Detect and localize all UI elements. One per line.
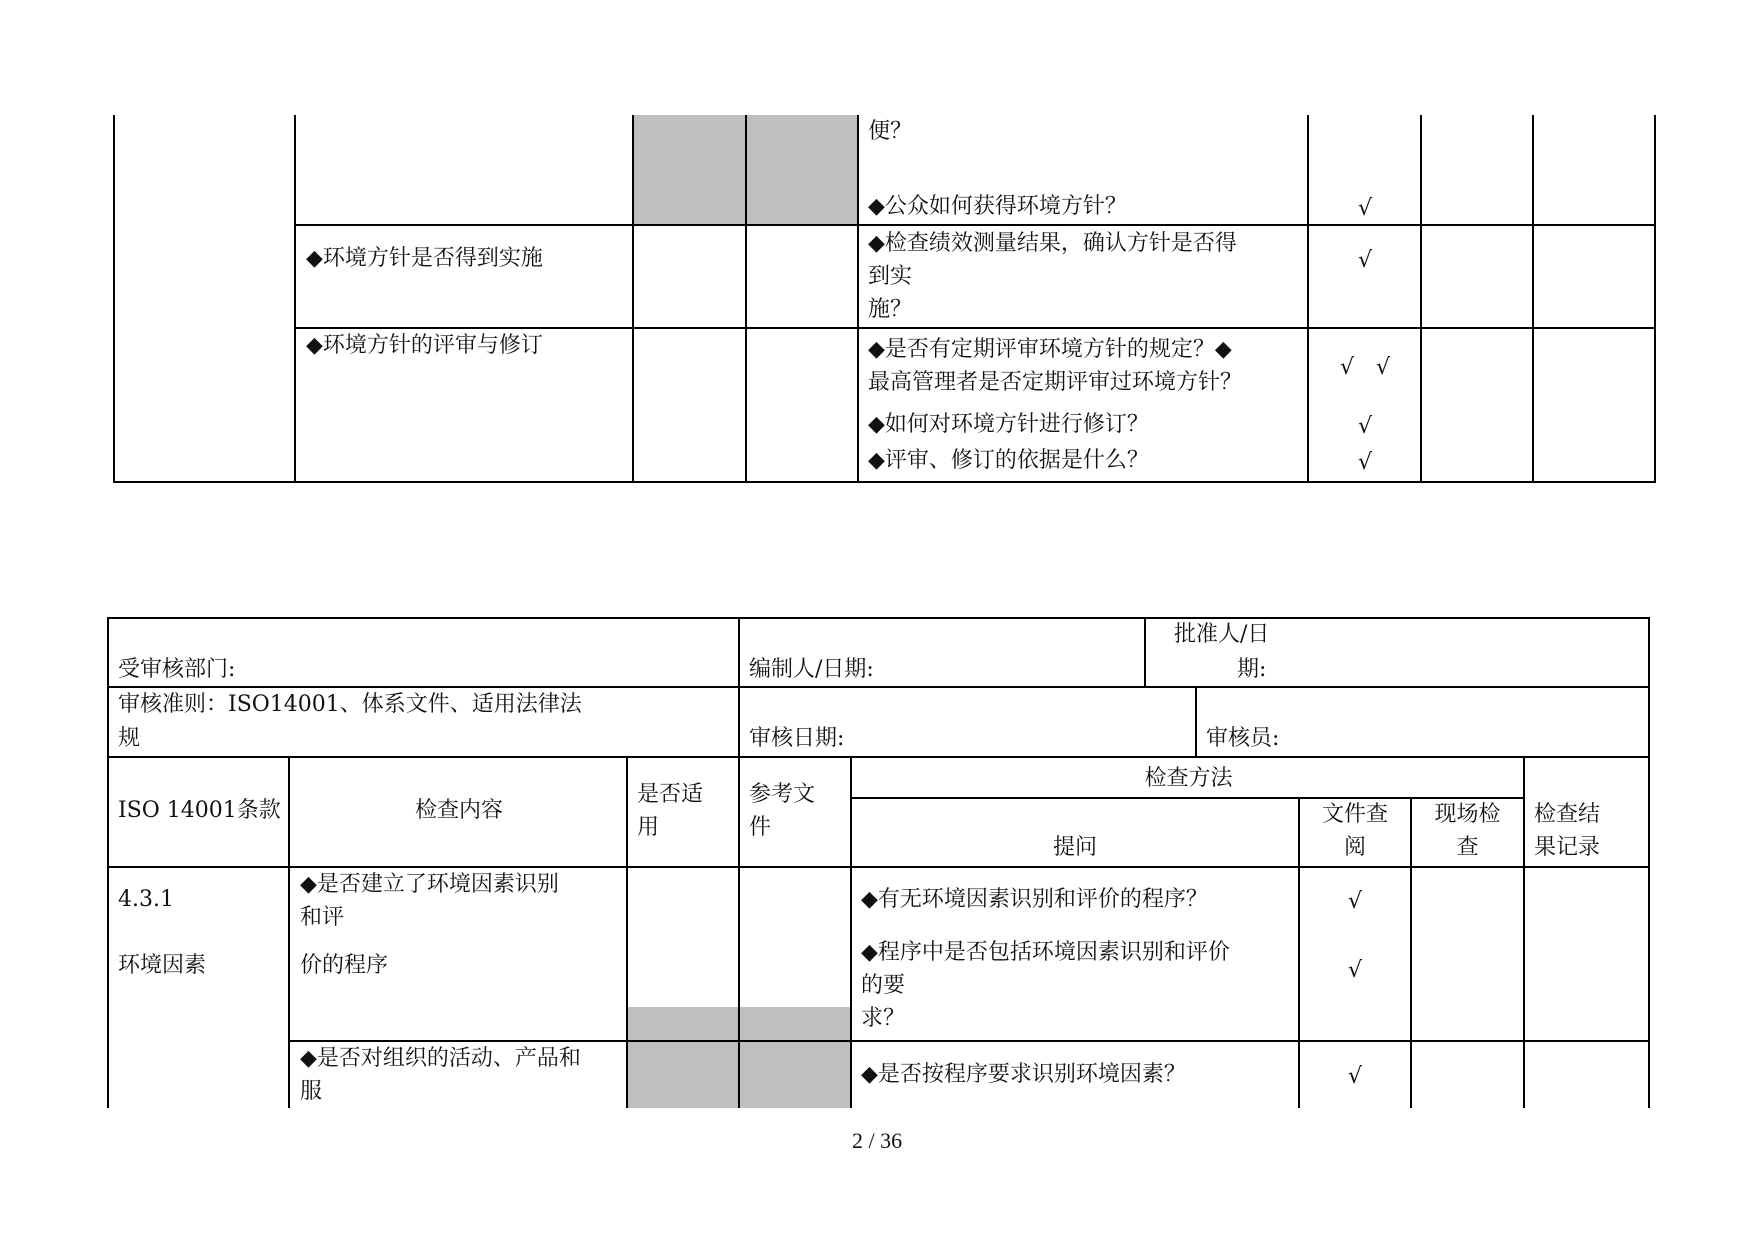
question-text: ◆是否按程序要求识别环境因素？ [861, 1062, 1186, 1087]
table-line [107, 866, 1650, 868]
shaded-cell [627, 1007, 739, 1040]
clause-name: 环境因素 [118, 953, 207, 978]
shaded-cell [739, 1042, 851, 1108]
doc-review-check: √ [1357, 450, 1373, 475]
check-content: 和评 [300, 905, 345, 930]
table-line [1532, 115, 1534, 483]
question-text: ◆检查绩效测量结果，确认方针是否得 [868, 231, 1237, 256]
table-line [1144, 617, 1146, 687]
col-header-result: 检查结 [1534, 802, 1601, 827]
table-line [294, 224, 1656, 226]
col-header-applicable: 用 [637, 815, 660, 840]
table-line [107, 756, 1650, 758]
doc-review-check: √ [1347, 1064, 1363, 1089]
doc-review-check: √ [1357, 414, 1373, 439]
check-content: ◆环境方针是否得到实施 [306, 246, 543, 271]
table-line [1648, 617, 1650, 1108]
approver-date-label: 期: [1237, 657, 1267, 682]
audit-criteria-label: 规 [118, 726, 141, 751]
col-header-question: 提问 [1052, 835, 1097, 860]
check-content: ◆是否对组织的活动、产品和 [300, 1046, 581, 1071]
col-header-site-check: 查 [1456, 835, 1479, 860]
question-text: ◆有无环境因素识别和评价的程序？ [861, 887, 1208, 912]
approver-date-label: 批准人/日 [1174, 622, 1270, 647]
col-header-applicable: 是否适 [637, 782, 704, 807]
check-content: ◆是否建立了环境因素识别 [300, 872, 559, 897]
table-line [850, 756, 852, 1108]
check-content: 服 [300, 1079, 323, 1104]
table-line [107, 686, 1650, 688]
doc-review-check: √ [1347, 958, 1363, 983]
col-header-result: 果记录 [1534, 835, 1601, 860]
col-header-content: 检查内容 [414, 798, 503, 823]
table-line [113, 481, 1656, 483]
table-line [1654, 115, 1656, 483]
compiler-date-label: 编制人/日期: [749, 657, 874, 682]
question-text: ◆如何对环境方针进行修订？ [868, 412, 1149, 437]
col-header-doc-review: 文件查 [1321, 802, 1388, 827]
doc-review-check: √ √ [1339, 355, 1391, 380]
doc-review-check: √ [1357, 248, 1373, 273]
table-line [745, 115, 747, 483]
col-header-clause: ISO 14001条款 [118, 798, 281, 823]
col-header-site-check: 现场检 [1434, 802, 1501, 827]
table-line [1523, 756, 1525, 1108]
page-number: 2 / 36 [852, 1128, 903, 1153]
question-text: ◆公众如何获得环境方针？ [868, 194, 1127, 219]
shaded-cell [739, 1007, 851, 1040]
table-line [288, 1040, 1650, 1042]
clause-number: 4.3.1 [118, 887, 174, 912]
doc-review-check: √ [1347, 889, 1363, 914]
audit-date-label: 审核日期: [749, 726, 845, 751]
table-line [1195, 686, 1197, 756]
question-text: 求？ [861, 1006, 906, 1031]
question-text: ◆评审、修订的依据是什么？ [868, 448, 1149, 473]
shaded-cell [633, 115, 746, 225]
doc-review-check: √ [1357, 196, 1373, 221]
question-text: 最高管理者是否定期评审过环境方针？ [868, 370, 1243, 395]
check-content: 价的程序 [300, 953, 389, 978]
table-line [294, 115, 296, 483]
question-text: ◆是否有定期评审环境方针的规定？◆ [868, 337, 1232, 362]
audit-criteria-label: 审核准则：ISO14001、体系文件、适用法律法 [118, 692, 582, 717]
shaded-cell [627, 1042, 739, 1108]
col-header-doc-review: 阅 [1343, 835, 1366, 860]
table-line [738, 617, 740, 756]
table-line [632, 115, 634, 483]
question-text: 便？ [868, 119, 913, 144]
question-text: 施？ [868, 297, 913, 322]
table-line [857, 115, 859, 483]
table-line [107, 617, 109, 1108]
shaded-cell [746, 115, 858, 225]
col-header-reference: 参考文 [749, 782, 816, 807]
audited-dept-label: 受审核部门: [118, 657, 236, 682]
auditor-label: 审核员: [1206, 726, 1280, 751]
table-line [294, 327, 1656, 329]
check-content: ◆环境方针的评审与修订 [306, 333, 543, 358]
col-header-reference: 件 [749, 815, 772, 840]
table-line [107, 617, 1650, 619]
question-text: 到实 [868, 264, 913, 289]
table-line [738, 756, 740, 1108]
col-header-method: 检查方法 [1144, 766, 1233, 791]
question-text: 的要 [861, 973, 906, 998]
table-line [113, 115, 115, 483]
question-text: ◆程序中是否包括环境因素识别和评价 [861, 940, 1230, 965]
